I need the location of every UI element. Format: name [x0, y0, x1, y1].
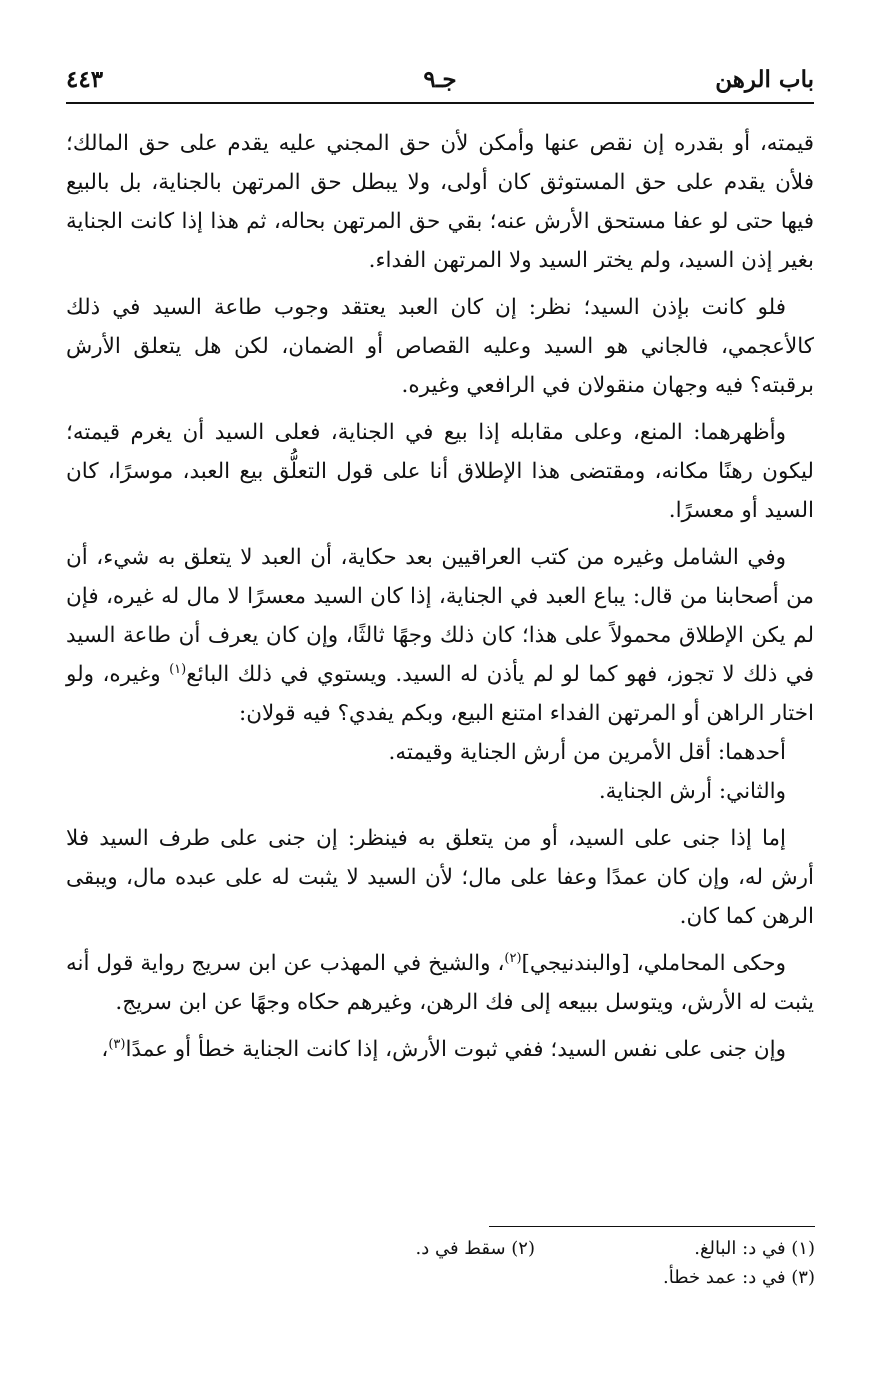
footnotes	[255, 1234, 815, 1292]
footnote-ref: (٣)	[108, 1036, 126, 1052]
footnote-divider	[489, 1226, 815, 1227]
paragraph: وأظهرهما: المنع، وعلى مقابله إذا بيع في الجناية، فعلى السيد أن يغرم قيمته؛ ليكون رهنًا مكانه، ومقتضى هذا الإطلاق أنا على قول التعلُّق بيع العبد، موسرًا، كان السيد أو معسرًا.	[66, 420, 814, 523]
footnote-row	[255, 1234, 815, 1263]
paragraph: إما إذا جنى على السيد، أو من يتعلق به فينظر: إن جنى على طرف السيد فلا أرش له، وإن كان عمدًا وعفا على مال؛ لأن السيد لا يثبت له على عبده مال، ويبقى الرهن كما كان.	[66, 826, 814, 929]
footnote-2: (٢) سقط في د.	[415, 1238, 535, 1259]
footnote-3: (٣) في د: عمد خطأ.	[663, 1267, 815, 1288]
footnote-1: (١) في د: البالغ.	[694, 1238, 815, 1259]
paragraph: وفي الشامل وغيره من كتب العراقيين بعد حكاية، أن العبد لا يتعلق به شيء، أن من أصحابنا من قال: يباع العبد في الجناية، إذا كان السيد معسرًا لا مال له غيره، فإن لم يكن الإطلاق محمولاً على هذا؛ كان ذلك وجهًا ثالثًا، وإن كان يعرف أن طاعة السيد في ذلك لا تجوز، فهو كما لو لم يأذن له السيد. ويستوي في ذلك البائع$^{(١)}$ وغيره، ولو اختار الراهن أو المرتهن الفداء امتنع البيع، وبكم يفدي؟ فيه قولان:	[66, 545, 814, 726]
footnote-row	[255, 1263, 815, 1292]
paragraph: أحدهما: أقل الأمرين من أرش الجناية وقيمته.	[388, 740, 786, 765]
main-text	[66, 124, 814, 1077]
paragraph: قيمته، أو بقدره إن نقص عنها وأمكن لأن حق المجني عليه يقدم على حق المالك؛ فلأن يقدم على حق المستوثق كان أولى، ولا يبطل حق المرتهن بالجناية، بل بالبيع فيها حتى لو عفا مستحق الأرش عنه؛ بقي حق المرتهن بحاله، ثم هذا إذا كانت الجناية بغير إذن السيد، ولم يختر السيد ولا المرتهن الفداء.	[66, 131, 814, 273]
footnote-ref: (١)	[169, 661, 187, 677]
footnote-ref: (٢)	[504, 950, 522, 966]
chapter-title: باب الرهن	[715, 66, 814, 93]
paragraph: والثاني: أرش الجناية.	[598, 779, 786, 804]
paragraph: وحكى المحاملي، [والبندنيجي]$^{(٢)}$، والشيخ في المهذب عن ابن سريج رواية قول أنه يثبت له الأرش، ويتوسل ببيعه إلى فك الرهن، وغيرهم حكاه وجهًا عن ابن سريج.	[66, 950, 814, 1015]
paragraph: فلو كانت بإذن السيد؛ نظر: إن كان العبد يعتقد وجوب طاعة السيد في ذلك كالأعجمي، فالجاني هو السيد وعليه القصاص أو الضمان، لكن هل يتعلق الأرش برقبته؟ فيه وجهان منقولان في الرافعي وغيره.	[66, 295, 814, 398]
page-number: ٤٤٣	[66, 66, 104, 93]
volume-label: جـ٩	[423, 66, 457, 93]
paragraph: وإن جنى على نفس السيد؛ ففي ثبوت الأرش، إذا كانت الجناية خطأ أو عمدًا$^{(٣)}$،	[101, 1036, 786, 1062]
page-header	[66, 62, 814, 104]
